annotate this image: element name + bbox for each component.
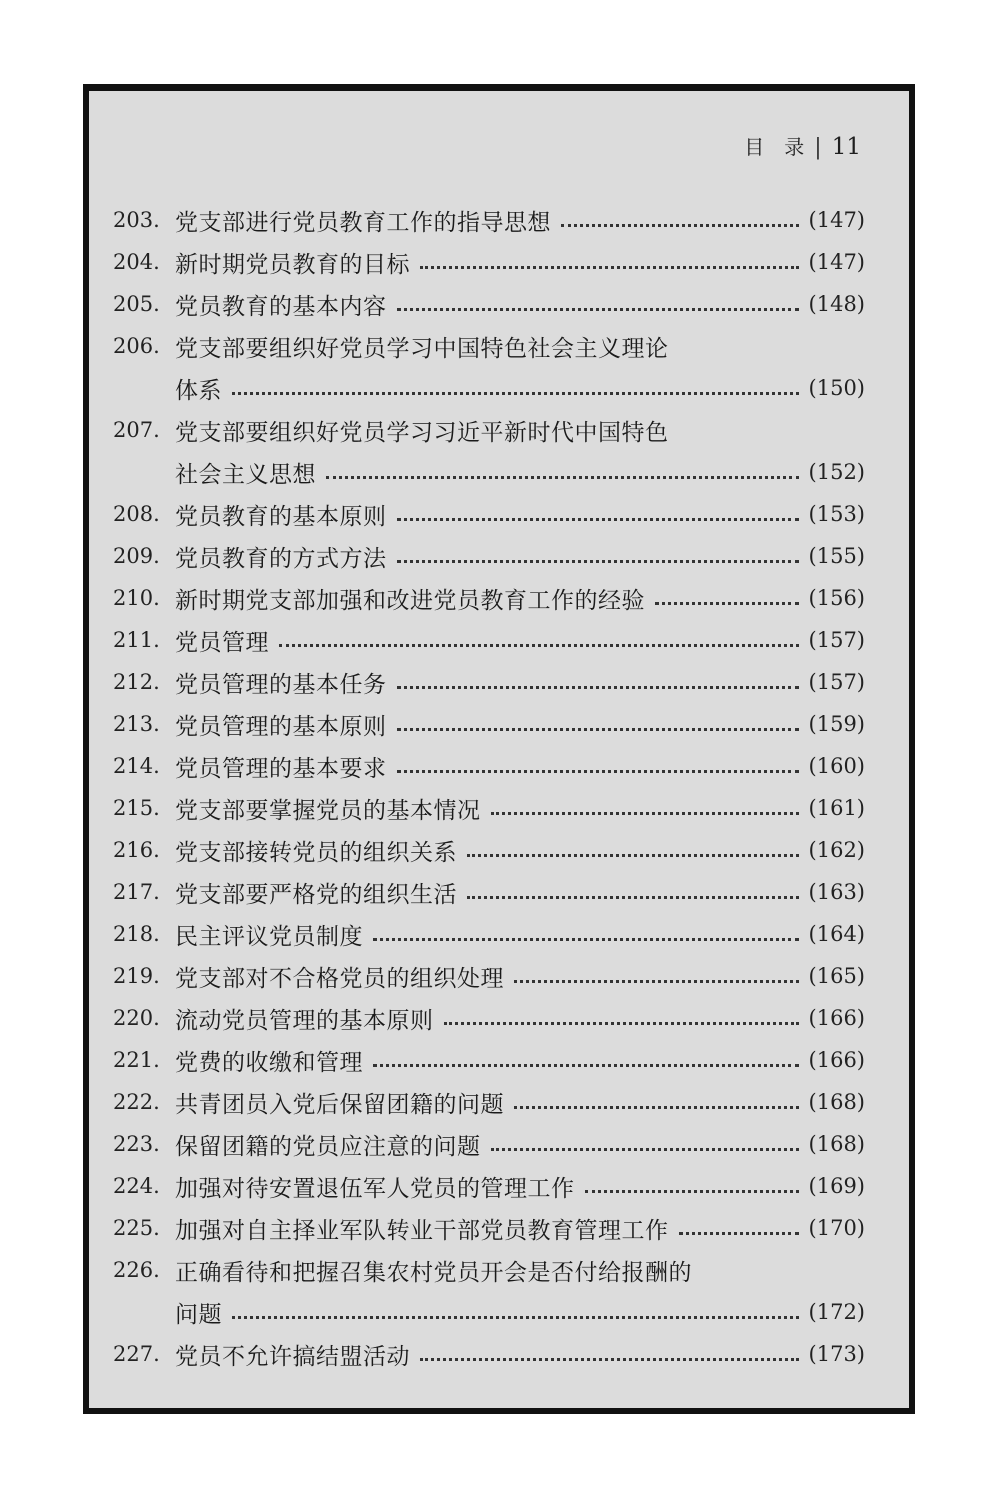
dot-leader [467, 896, 799, 899]
toc-entry-number: 214. [113, 754, 160, 778]
toc-entry-title: 党支部接转党员的组织关系 [175, 839, 457, 866]
toc-entry-title: 党员不允许搞结盟活动 [175, 1343, 410, 1370]
toc-entry-title: 党员管理的基本任务 [175, 671, 387, 698]
toc-entry-page: (172) [808, 1300, 865, 1324]
toc-entry-number: 216. [113, 838, 160, 862]
dot-leader [326, 476, 799, 479]
running-head [744, 131, 861, 160]
toc-entry-number: 212. [113, 670, 160, 694]
toc-entry-page: (157) [808, 628, 865, 652]
toc-line [113, 409, 865, 451]
toc-line [113, 661, 865, 703]
toc-entry-title: 社会主义思想 [175, 461, 316, 488]
toc-line [113, 829, 865, 871]
toc-entry-title: 加强对自主择业军队转业干部党员教育管理工作 [175, 1217, 669, 1244]
toc-line [113, 787, 865, 829]
toc-entry-page: (173) [808, 1342, 865, 1366]
toc-entry [113, 871, 865, 913]
toc-entry-title: 党支部对不合格党员的组织处理 [175, 965, 504, 992]
toc-entry-page: (155) [808, 544, 865, 568]
dot-leader [279, 644, 799, 647]
toc-entry [113, 493, 865, 535]
toc-entry-number: 213. [113, 712, 160, 736]
toc-entry-page: (168) [808, 1132, 865, 1156]
toc-entry-number: 210. [113, 586, 160, 610]
toc-entry-title: 党支部要组织好党员学习习近平新时代中国特色 [175, 419, 669, 446]
running-head-section: 目 录 [744, 135, 805, 159]
toc-entry-number: 217. [113, 880, 160, 904]
toc-entry-number: 205. [113, 292, 160, 316]
dot-leader [373, 1064, 799, 1067]
toc-entry [113, 787, 865, 829]
toc-entry-page: (147) [808, 250, 865, 274]
toc-line [113, 1333, 865, 1375]
toc-entry [113, 283, 865, 325]
toc-entry-number: 206. [113, 334, 160, 358]
toc-entry-number: 224. [113, 1174, 160, 1198]
dot-leader [232, 392, 799, 395]
toc-entry-page: (170) [808, 1216, 865, 1240]
dot-leader [420, 266, 799, 269]
toc-line [113, 955, 865, 997]
toc-entry-number: 226. [113, 1258, 160, 1282]
toc-entry-page: (150) [808, 376, 865, 400]
toc-entry [113, 1249, 865, 1333]
toc-entry-title: 党员教育的基本原则 [175, 503, 387, 530]
toc-line [113, 871, 865, 913]
table-of-contents [113, 199, 865, 1375]
toc-entry-title: 共青团员入党后保留团籍的问题 [175, 1091, 504, 1118]
toc-line [113, 199, 865, 241]
toc-entry-title: 党员管理的基本要求 [175, 755, 387, 782]
toc-entry-title: 党员管理 [175, 629, 269, 656]
dot-leader [679, 1232, 799, 1235]
dot-leader [491, 812, 799, 815]
toc-entry-page: (162) [808, 838, 865, 862]
toc-entry-number: 222. [113, 1090, 160, 1114]
toc-line [113, 577, 865, 619]
dot-leader [561, 224, 799, 227]
dot-leader [397, 728, 799, 731]
toc-entry-title: 民主评议党员制度 [175, 923, 363, 950]
dot-leader [444, 1022, 799, 1025]
dot-leader [397, 518, 799, 521]
toc-entry-number: 208. [113, 502, 160, 526]
toc-entry-number: 209. [113, 544, 160, 568]
toc-line [113, 1039, 865, 1081]
toc-line [113, 1291, 865, 1333]
toc-line [113, 1123, 865, 1165]
toc-entry-page: (163) [808, 880, 865, 904]
toc-entry-title: 党支部要组织好党员学习中国特色社会主义理论 [175, 335, 669, 362]
toc-entry-number: 219. [113, 964, 160, 988]
toc-entry [113, 1333, 865, 1375]
toc-entry [113, 703, 865, 745]
toc-entry [113, 1039, 865, 1081]
toc-entry [113, 409, 865, 493]
dot-leader [397, 686, 799, 689]
toc-entry-title: 新时期党支部加强和改进党员教育工作的经验 [175, 587, 645, 614]
dot-leader [514, 980, 799, 983]
toc-entry [113, 241, 865, 283]
toc-line [113, 997, 865, 1039]
toc-entry-title: 流动党员管理的基本原则 [175, 1007, 434, 1034]
toc-entry-page: (147) [808, 208, 865, 232]
toc-line [113, 1165, 865, 1207]
toc-entry [113, 829, 865, 871]
toc-entry [113, 577, 865, 619]
toc-entry-title: 保留团籍的党员应注意的问题 [175, 1133, 481, 1160]
dot-leader [491, 1148, 799, 1151]
toc-entry-number: 221. [113, 1048, 160, 1072]
toc-entry-number: 225. [113, 1216, 160, 1240]
toc-entry-page: (161) [808, 796, 865, 820]
toc-entry-number: 211. [113, 628, 160, 652]
dot-leader [397, 308, 799, 311]
page-number: 11 [831, 134, 861, 160]
toc-entry-page: (157) [808, 670, 865, 694]
toc-entry-page: (153) [808, 502, 865, 526]
toc-entry-title: 党支部要掌握党员的基本情况 [175, 797, 481, 824]
toc-entry [113, 913, 865, 955]
dot-leader [467, 854, 799, 857]
toc-entry-page: (148) [808, 292, 865, 316]
toc-entry-title: 党支部进行党员教育工作的指导思想 [175, 209, 551, 236]
toc-entry [113, 535, 865, 577]
toc-line [113, 493, 865, 535]
toc-entry [113, 325, 865, 409]
toc-entry-page: (166) [808, 1006, 865, 1030]
toc-entry-page: (164) [808, 922, 865, 946]
toc-entry-page: (160) [808, 754, 865, 778]
dot-leader [585, 1190, 799, 1193]
toc-line [113, 1207, 865, 1249]
toc-entry-title: 正确看待和把握召集农村党员开会是否付给报酬的 [175, 1259, 692, 1286]
book-page [89, 91, 909, 1408]
toc-entry [113, 1123, 865, 1165]
toc-entry [113, 1081, 865, 1123]
toc-entry-title: 党费的收缴和管理 [175, 1049, 363, 1076]
toc-line [113, 241, 865, 283]
dot-leader [514, 1106, 799, 1109]
toc-entry-page: (156) [808, 586, 865, 610]
toc-entry-title: 党员管理的基本原则 [175, 713, 387, 740]
toc-entry-title: 党员教育的基本内容 [175, 293, 387, 320]
toc-entry [113, 199, 865, 241]
toc-entry-title: 新时期党员教育的目标 [175, 251, 410, 278]
toc-entry [113, 1207, 865, 1249]
toc-line [113, 1249, 865, 1291]
toc-entry-number: 218. [113, 922, 160, 946]
toc-entry-page: (169) [808, 1174, 865, 1198]
toc-entry [113, 1165, 865, 1207]
toc-entry-number: 220. [113, 1006, 160, 1030]
running-head-separator: | [814, 135, 822, 160]
toc-entry-number: 227. [113, 1342, 160, 1366]
toc-entry-number: 207. [113, 418, 160, 442]
toc-entry-title: 问题 [175, 1301, 222, 1328]
toc-line [113, 535, 865, 577]
dot-leader [397, 560, 799, 563]
toc-entry-title: 体系 [175, 377, 222, 404]
toc-entry-title: 党支部要严格党的组织生活 [175, 881, 457, 908]
toc-line [113, 913, 865, 955]
toc-entry-number: 203. [113, 208, 160, 232]
toc-entry-title: 党员教育的方式方法 [175, 545, 387, 572]
toc-entry-page: (166) [808, 1048, 865, 1072]
toc-entry-page: (168) [808, 1090, 865, 1114]
toc-entry [113, 997, 865, 1039]
toc-entry-number: 223. [113, 1132, 160, 1156]
toc-entry-number: 204. [113, 250, 160, 274]
toc-entry-page: (165) [808, 964, 865, 988]
dot-leader [373, 938, 799, 941]
dot-leader [232, 1316, 799, 1319]
toc-entry-page: (159) [808, 712, 865, 736]
toc-entry [113, 661, 865, 703]
toc-line [113, 619, 865, 661]
toc-line [113, 325, 865, 367]
toc-line [113, 1081, 865, 1123]
show-through [549, 149, 569, 173]
toc-line [113, 745, 865, 787]
toc-entry-page: (152) [808, 460, 865, 484]
dot-leader [397, 770, 799, 773]
toc-line [113, 703, 865, 745]
toc-line [113, 451, 865, 493]
toc-entry [113, 745, 865, 787]
toc-entry-number: 215. [113, 796, 160, 820]
toc-line [113, 367, 865, 409]
toc-entry-title: 加强对待安置退伍军人党员的管理工作 [175, 1175, 575, 1202]
toc-entry [113, 955, 865, 997]
dot-leader [420, 1358, 799, 1361]
dot-leader [655, 602, 799, 605]
toc-line [113, 283, 865, 325]
toc-entry [113, 619, 865, 661]
